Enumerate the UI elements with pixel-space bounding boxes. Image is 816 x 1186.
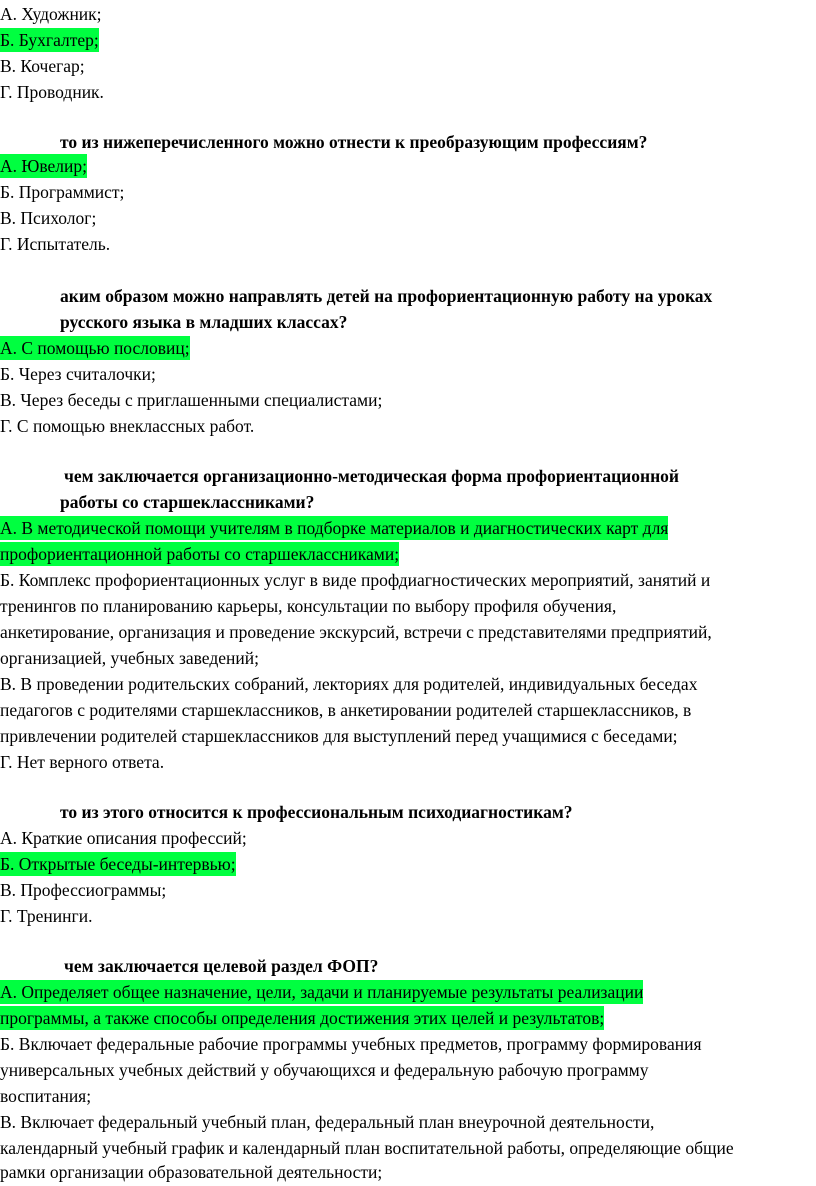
q2-option-c: В. Через беседы с приглашенными специалистами; bbox=[0, 390, 383, 410]
q5-option-b-line-2: универсальных учебных действий у обучающихся и федеральную рабочую программу bbox=[0, 1060, 649, 1080]
q3-title-line-1: чем заключается организационно-методическая форма профориентационной bbox=[64, 466, 679, 486]
q0-option-a: А. Художник; bbox=[0, 4, 102, 24]
q0-option-d: Г. Проводник. bbox=[0, 82, 104, 102]
q5-option-b-line-1: Б. Включает федеральные рабочие программы учебных предметов, программу формирования bbox=[0, 1034, 702, 1054]
q1-option-c: В. Психолог; bbox=[0, 208, 97, 228]
q4-option-d: Г. Тренинги. bbox=[0, 906, 93, 926]
q3-option-c-line-3: привлечении родителей старшеклассников для выступлений перед учащимися с беседами; bbox=[0, 726, 678, 746]
q5-option-c-line-2: календарный учебный график и календарный план воспитательной работы, определяющие общие bbox=[0, 1138, 734, 1158]
q1-option-d: Г. Испытатель. bbox=[0, 234, 111, 254]
q2-option-a-correct: А. С помощью пословиц; bbox=[0, 338, 190, 358]
q3-option-c-line-1: В. В проведении родительских собраний, лекториях для родителей, индивидуальных беседах bbox=[0, 674, 698, 694]
q5-option-b-line-3: воспитания; bbox=[0, 1086, 92, 1106]
q3-option-b-line-2: тренингов по планированию карьеры, консультации по выбору профиля обучения, bbox=[0, 596, 617, 616]
q4-option-a: А. Краткие описания профессий; bbox=[0, 828, 247, 848]
q5-title: чем заключается целевой раздел ФОП? bbox=[64, 956, 379, 976]
q3-option-c-line-2: педагогов с родителями старшеклассников, в анкетировании родителей старшеклассников, в bbox=[0, 700, 692, 720]
q3-option-a-correct-line-1: А. В методической помощи учителям в подборке материалов и диагностических карт для bbox=[0, 518, 669, 538]
q5-option-a-correct-line-2: программы, а также способы определения достижения этих целей и результатов; bbox=[0, 1008, 605, 1028]
q5-option-c-line-3: рамки организации образовательной деятельности; bbox=[0, 1162, 383, 1182]
q5-option-c-line-1: В. Включает федеральный учебный план, федеральный план внеурочной деятельности, bbox=[0, 1112, 655, 1132]
q1-title: то из нижеперечисленного можно отнести к преобразующим профессиям? bbox=[60, 132, 648, 152]
q0-option-b-correct: Б. Бухгалтер; bbox=[0, 30, 99, 50]
q4-title: то из этого относится к профессиональным психодиагностикам? bbox=[60, 802, 573, 822]
q3-option-d: Г. Нет верного ответа. bbox=[0, 752, 165, 772]
q0-option-c: В. Кочегар; bbox=[0, 56, 85, 76]
q3-option-b-line-4: организацией, учебных заведений; bbox=[0, 648, 259, 668]
q3-option-a-correct-line-2: профориентационной работы со старшеклассниками; bbox=[0, 544, 400, 564]
q3-option-b-line-3: анкетирование, организация и проведение экскурсий, встречи с представителями предприятий, bbox=[0, 622, 712, 642]
q4-option-b-correct: Б. Открытые беседы-интервью; bbox=[0, 854, 236, 874]
q2-option-d: Г. С помощью внеклассных работ. bbox=[0, 416, 255, 436]
q2-title-line-1: аким образом можно направлять детей на профориентационную работу на уроках bbox=[60, 286, 713, 306]
q3-option-b-line-1: Б. Комплекс профориентационных услуг в виде профдиагностических мероприятий, занятий и bbox=[0, 570, 711, 590]
q3-title-line-2: работы со старшеклассниками? bbox=[60, 492, 315, 512]
q2-option-b: Б. Через считалочки; bbox=[0, 364, 156, 384]
q5-option-a-correct-line-1: А. Определяет общее назначение, цели, задачи и планируемые результаты реализации bbox=[0, 982, 644, 1002]
q4-option-c: В. Профессиограммы; bbox=[0, 880, 167, 900]
q1-option-a-correct: А. Ювелир; bbox=[0, 156, 88, 176]
q2-title-line-2: русского языка в младших классах? bbox=[60, 312, 348, 332]
q1-option-b: Б. Программист; bbox=[0, 182, 125, 202]
